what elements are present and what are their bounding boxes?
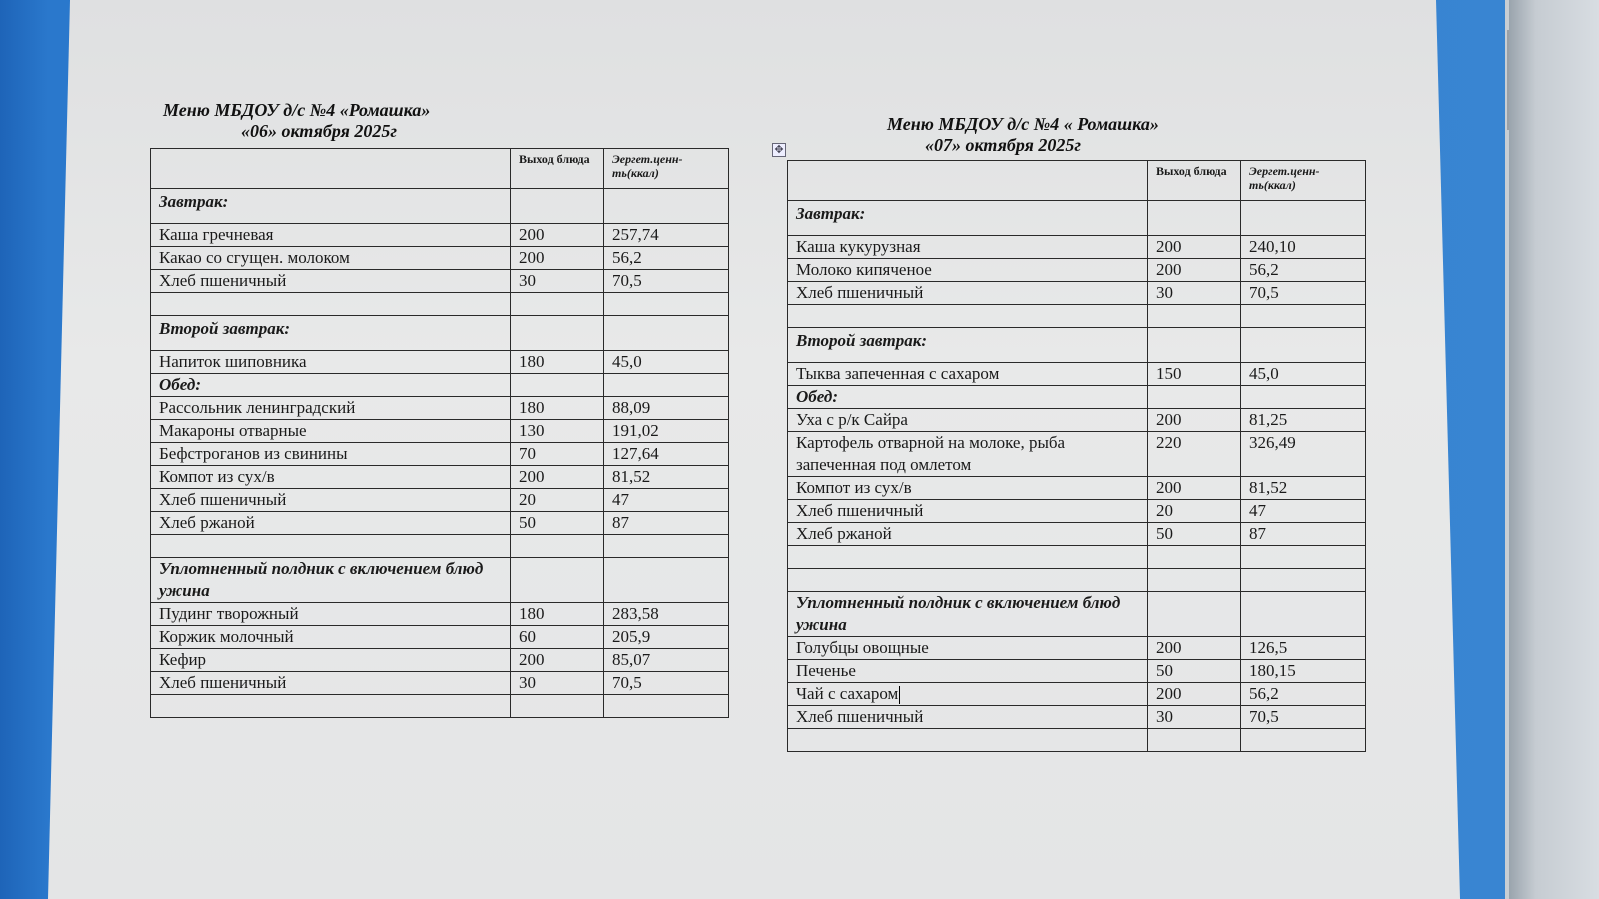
section-row[interactable]	[788, 592, 1366, 637]
empty-cell[interactable]	[511, 316, 604, 351]
dish-name-cell[interactable]: Рассольник ленинградский	[151, 397, 511, 420]
dish-output-cell[interactable]: 30	[511, 270, 604, 293]
dish-output-cell[interactable]: 200	[511, 466, 604, 489]
dish-kcal-cell[interactable]: 191,02	[604, 420, 729, 443]
dish-row[interactable]	[788, 683, 1366, 706]
header-cell-dish[interactable]	[788, 161, 1148, 201]
dish-kcal-cell[interactable]: 180,15	[1241, 660, 1366, 683]
dish-row[interactable]	[788, 363, 1366, 386]
section-title-cell[interactable]: Обед:	[151, 374, 511, 397]
dish-row[interactable]	[151, 247, 729, 270]
menu-table-left[interactable]	[150, 148, 729, 718]
dish-row[interactable]	[151, 420, 729, 443]
table-move-handle-icon[interactable]: ✥	[772, 143, 786, 157]
dish-output-cell[interactable]: 200	[1148, 683, 1241, 706]
dish-row[interactable]	[151, 626, 729, 649]
dish-output-cell[interactable]: 180	[511, 351, 604, 374]
menu-title: Меню МБДОУ д/с №4 « Ромашка»	[887, 114, 1159, 134]
blank-row[interactable]	[151, 695, 729, 718]
dish-row[interactable]	[788, 500, 1366, 523]
dish-row[interactable]	[151, 443, 729, 466]
empty-cell[interactable]	[511, 558, 604, 603]
empty-cell[interactable]	[1241, 386, 1366, 409]
dish-kcal-cell[interactable]: 126,5	[1241, 637, 1366, 660]
header-cell-energy[interactable]: Эергет.ценн-ть(ккал)	[604, 149, 729, 189]
dish-output-cell[interactable]: 50	[1148, 660, 1241, 683]
text-cursor	[899, 686, 900, 704]
dish-output-cell[interactable]: 30	[1148, 706, 1241, 729]
menu-table-right[interactable]	[787, 160, 1366, 752]
dish-output-cell[interactable]: 180	[511, 603, 604, 626]
empty-cell[interactable]	[1241, 546, 1366, 569]
empty-cell[interactable]	[151, 535, 511, 558]
empty-cell[interactable]	[1241, 569, 1366, 592]
dish-name-cell[interactable]: Хлеб пшеничный	[151, 672, 511, 695]
dish-name-cell[interactable]: Картофель отварной на молоке, рыба запеченная под омлетом	[788, 432, 1148, 477]
dish-kcal-cell[interactable]: 240,10	[1241, 236, 1366, 259]
dish-name-cell[interactable]: Бефстроганов из свинины	[151, 443, 511, 466]
dish-name-cell[interactable]: Чай с сахаром	[788, 683, 1148, 706]
dish-kcal-cell[interactable]: 205,9	[604, 626, 729, 649]
section-title-cell[interactable]: Завтрак:	[788, 201, 1148, 236]
dish-name-cell[interactable]: Хлеб пшеничный	[788, 282, 1148, 305]
blank-row[interactable]	[788, 729, 1366, 752]
section-row[interactable]	[788, 386, 1366, 409]
section-title-cell[interactable]: Второй завтрак:	[151, 316, 511, 351]
dish-output-cell[interactable]: 50	[511, 512, 604, 535]
dish-name-cell[interactable]: Коржик молочный	[151, 626, 511, 649]
empty-cell[interactable]	[1148, 592, 1241, 637]
dish-kcal-cell[interactable]: 56,2	[604, 247, 729, 270]
dish-name-cell[interactable]: Хлеб пшеничный	[151, 489, 511, 512]
dish-row[interactable]	[151, 466, 729, 489]
empty-cell[interactable]	[1148, 569, 1241, 592]
empty-cell[interactable]	[604, 535, 729, 558]
header-cell-energy[interactable]: Эергет.ценн-ть(ккал)	[1241, 161, 1366, 201]
dish-row[interactable]	[788, 259, 1366, 282]
dish-kcal-cell[interactable]: 257,74	[604, 224, 729, 247]
dish-row[interactable]	[788, 637, 1366, 660]
blank-row[interactable]	[788, 546, 1366, 569]
dish-output-cell[interactable]: 70	[511, 443, 604, 466]
dish-name-cell[interactable]: Какао со сгущен. молоком	[151, 247, 511, 270]
dish-output-cell[interactable]: 130	[511, 420, 604, 443]
dish-name-cell[interactable]: Хлеб ржаной	[788, 523, 1148, 546]
dish-output-cell[interactable]: 200	[1148, 409, 1241, 432]
dish-row[interactable]	[151, 270, 729, 293]
empty-cell[interactable]	[511, 695, 604, 718]
empty-cell[interactable]	[1148, 328, 1241, 363]
blank-row[interactable]	[151, 293, 729, 316]
dish-output-cell[interactable]: 200	[1148, 477, 1241, 500]
dish-output-cell[interactable]: 50	[1148, 523, 1241, 546]
empty-cell[interactable]	[1241, 305, 1366, 328]
dish-name-cell[interactable]: Кефир	[151, 649, 511, 672]
dish-output-cell[interactable]: 200	[511, 224, 604, 247]
section-title-cell[interactable]: Уплотненный полдник с включением блюд ужина	[151, 558, 511, 603]
section-title-cell[interactable]: Завтрак:	[151, 189, 511, 224]
dish-row[interactable]	[151, 489, 729, 512]
blank-row[interactable]	[151, 535, 729, 558]
dish-name-cell[interactable]: Печенье	[788, 660, 1148, 683]
empty-cell[interactable]	[151, 695, 511, 718]
empty-cell[interactable]	[1148, 729, 1241, 752]
empty-cell[interactable]	[604, 374, 729, 397]
dish-row[interactable]	[151, 512, 729, 535]
dish-kcal-cell[interactable]: 87	[1241, 523, 1366, 546]
section-row[interactable]	[788, 201, 1366, 236]
dish-kcal-cell[interactable]: 326,49	[1241, 432, 1366, 477]
dish-kcal-cell[interactable]: 70,5	[1241, 706, 1366, 729]
section-row[interactable]	[788, 328, 1366, 363]
dish-kcal-cell[interactable]: 56,2	[1241, 683, 1366, 706]
dish-output-cell[interactable]: 220	[1148, 432, 1241, 477]
empty-cell[interactable]	[151, 293, 511, 316]
dish-row[interactable]	[788, 236, 1366, 259]
dish-kcal-cell[interactable]: 127,64	[604, 443, 729, 466]
dish-output-cell[interactable]: 200	[1148, 259, 1241, 282]
dish-name-cell[interactable]: Хлеб пшеничный	[788, 706, 1148, 729]
empty-cell[interactable]	[604, 558, 729, 603]
dish-row[interactable]	[788, 523, 1366, 546]
dish-output-cell[interactable]: 200	[511, 247, 604, 270]
dish-output-cell[interactable]: 20	[1148, 500, 1241, 523]
blank-row[interactable]	[788, 569, 1366, 592]
empty-cell[interactable]	[1148, 305, 1241, 328]
empty-cell[interactable]	[788, 569, 1148, 592]
table-header-row	[151, 149, 729, 189]
dish-name-cell[interactable]: Пудинг творожный	[151, 603, 511, 626]
dish-kcal-cell[interactable]: 45,0	[1241, 363, 1366, 386]
empty-cell[interactable]	[604, 695, 729, 718]
section-row[interactable]	[151, 374, 729, 397]
dish-name-cell[interactable]: Уха с р/к Сайра	[788, 409, 1148, 432]
section-row[interactable]	[151, 316, 729, 351]
empty-cell[interactable]	[1148, 201, 1241, 236]
dish-name-cell[interactable]: Молоко кипяченое	[788, 259, 1148, 282]
section-title-cell[interactable]: Второй завтрак:	[788, 328, 1148, 363]
dish-kcal-cell[interactable]: 85,07	[604, 649, 729, 672]
dish-output-cell[interactable]: 30	[1148, 282, 1241, 305]
section-title-cell[interactable]: Обед:	[788, 386, 1148, 409]
dish-kcal-cell[interactable]: 81,52	[604, 466, 729, 489]
dish-kcal-cell[interactable]: 70,5	[1241, 282, 1366, 305]
dish-output-cell[interactable]: 30	[511, 672, 604, 695]
dish-row[interactable]	[788, 282, 1366, 305]
menu-date: «06» октября 2025г	[241, 121, 398, 141]
dish-output-cell[interactable]: 200	[1148, 637, 1241, 660]
empty-cell[interactable]	[1241, 592, 1366, 637]
dish-kcal-cell[interactable]: 70,5	[604, 672, 729, 695]
dish-output-cell[interactable]: 60	[511, 626, 604, 649]
blank-row[interactable]	[788, 305, 1366, 328]
dish-row[interactable]	[788, 409, 1366, 432]
header-cell-output[interactable]: Выход блюда	[511, 149, 604, 189]
dish-row[interactable]	[788, 660, 1366, 683]
empty-cell[interactable]	[788, 305, 1148, 328]
monitor-bezel	[1509, 0, 1599, 899]
section-row[interactable]	[151, 189, 729, 224]
dish-row[interactable]	[788, 432, 1366, 477]
dish-kcal-cell[interactable]: 81,52	[1241, 477, 1366, 500]
dish-output-cell[interactable]: 200	[1148, 236, 1241, 259]
dish-kcal-cell[interactable]: 47	[604, 489, 729, 512]
dish-kcal-cell[interactable]: 87	[604, 512, 729, 535]
dish-name-cell[interactable]: Каша кукурузная	[788, 236, 1148, 259]
section-title-cell[interactable]: Уплотненный полдник с включением блюд ужина	[788, 592, 1148, 637]
dish-name-cell[interactable]: Макароны отварные	[151, 420, 511, 443]
empty-cell[interactable]	[1241, 328, 1366, 363]
dish-output-cell[interactable]: 150	[1148, 363, 1241, 386]
dish-name-cell[interactable]: Компот из сух/в	[788, 477, 1148, 500]
dish-row[interactable]	[788, 706, 1366, 729]
dish-row[interactable]	[151, 603, 729, 626]
dish-row[interactable]	[151, 672, 729, 695]
dish-kcal-cell[interactable]: 56,2	[1241, 259, 1366, 282]
menu-date: «07» октября 2025г	[925, 135, 1082, 155]
dish-name-cell[interactable]: Напиток шиповника	[151, 351, 511, 374]
dish-name-cell[interactable]: Хлеб пшеничный	[151, 270, 511, 293]
empty-cell[interactable]	[1241, 729, 1366, 752]
empty-cell[interactable]	[604, 293, 729, 316]
dish-row[interactable]	[151, 649, 729, 672]
empty-cell[interactable]	[1148, 546, 1241, 569]
menu-right-heading	[887, 114, 1159, 156]
dish-name-cell[interactable]: Каша гречневая	[151, 224, 511, 247]
dish-name-cell[interactable]: Тыква запеченная с сахаром	[788, 363, 1148, 386]
empty-cell[interactable]	[511, 293, 604, 316]
dish-kcal-cell[interactable]: 70,5	[604, 270, 729, 293]
empty-cell[interactable]	[788, 546, 1148, 569]
empty-cell[interactable]	[604, 316, 729, 351]
header-cell-dish[interactable]	[151, 149, 511, 189]
dish-name-cell[interactable]: Хлеб ржаной	[151, 512, 511, 535]
empty-cell[interactable]	[1241, 201, 1366, 236]
dish-kcal-cell[interactable]: 47	[1241, 500, 1366, 523]
header-cell-output[interactable]: Выход блюда	[1148, 161, 1241, 201]
dish-row[interactable]	[788, 477, 1366, 500]
menu-title: Меню МБДОУ д/с №4 «Ромашка»	[163, 100, 431, 120]
menu-left-heading	[163, 100, 430, 142]
section-row[interactable]	[151, 558, 729, 603]
dish-output-cell[interactable]: 20	[511, 489, 604, 512]
dish-kcal-cell[interactable]: 283,58	[604, 603, 729, 626]
dish-output-cell[interactable]: 200	[511, 649, 604, 672]
dish-kcal-cell[interactable]: 81,25	[1241, 409, 1366, 432]
dish-row[interactable]	[151, 351, 729, 374]
dish-output-cell[interactable]: 180	[511, 397, 604, 420]
dish-row[interactable]	[151, 397, 729, 420]
dish-name-cell[interactable]: Компот из сух/в	[151, 466, 511, 489]
dish-kcal-cell[interactable]: 88,09	[604, 397, 729, 420]
empty-cell[interactable]	[1148, 386, 1241, 409]
empty-cell[interactable]	[604, 189, 729, 224]
empty-cell[interactable]	[511, 189, 604, 224]
dish-row[interactable]	[151, 224, 729, 247]
empty-cell[interactable]	[511, 374, 604, 397]
empty-cell[interactable]	[511, 535, 604, 558]
table-header-row	[788, 161, 1366, 201]
dish-name-cell[interactable]: Голубцы овощные	[788, 637, 1148, 660]
dish-kcal-cell[interactable]: 45,0	[604, 351, 729, 374]
empty-cell[interactable]	[788, 729, 1148, 752]
dish-name-cell[interactable]: Хлеб пшеничный	[788, 500, 1148, 523]
